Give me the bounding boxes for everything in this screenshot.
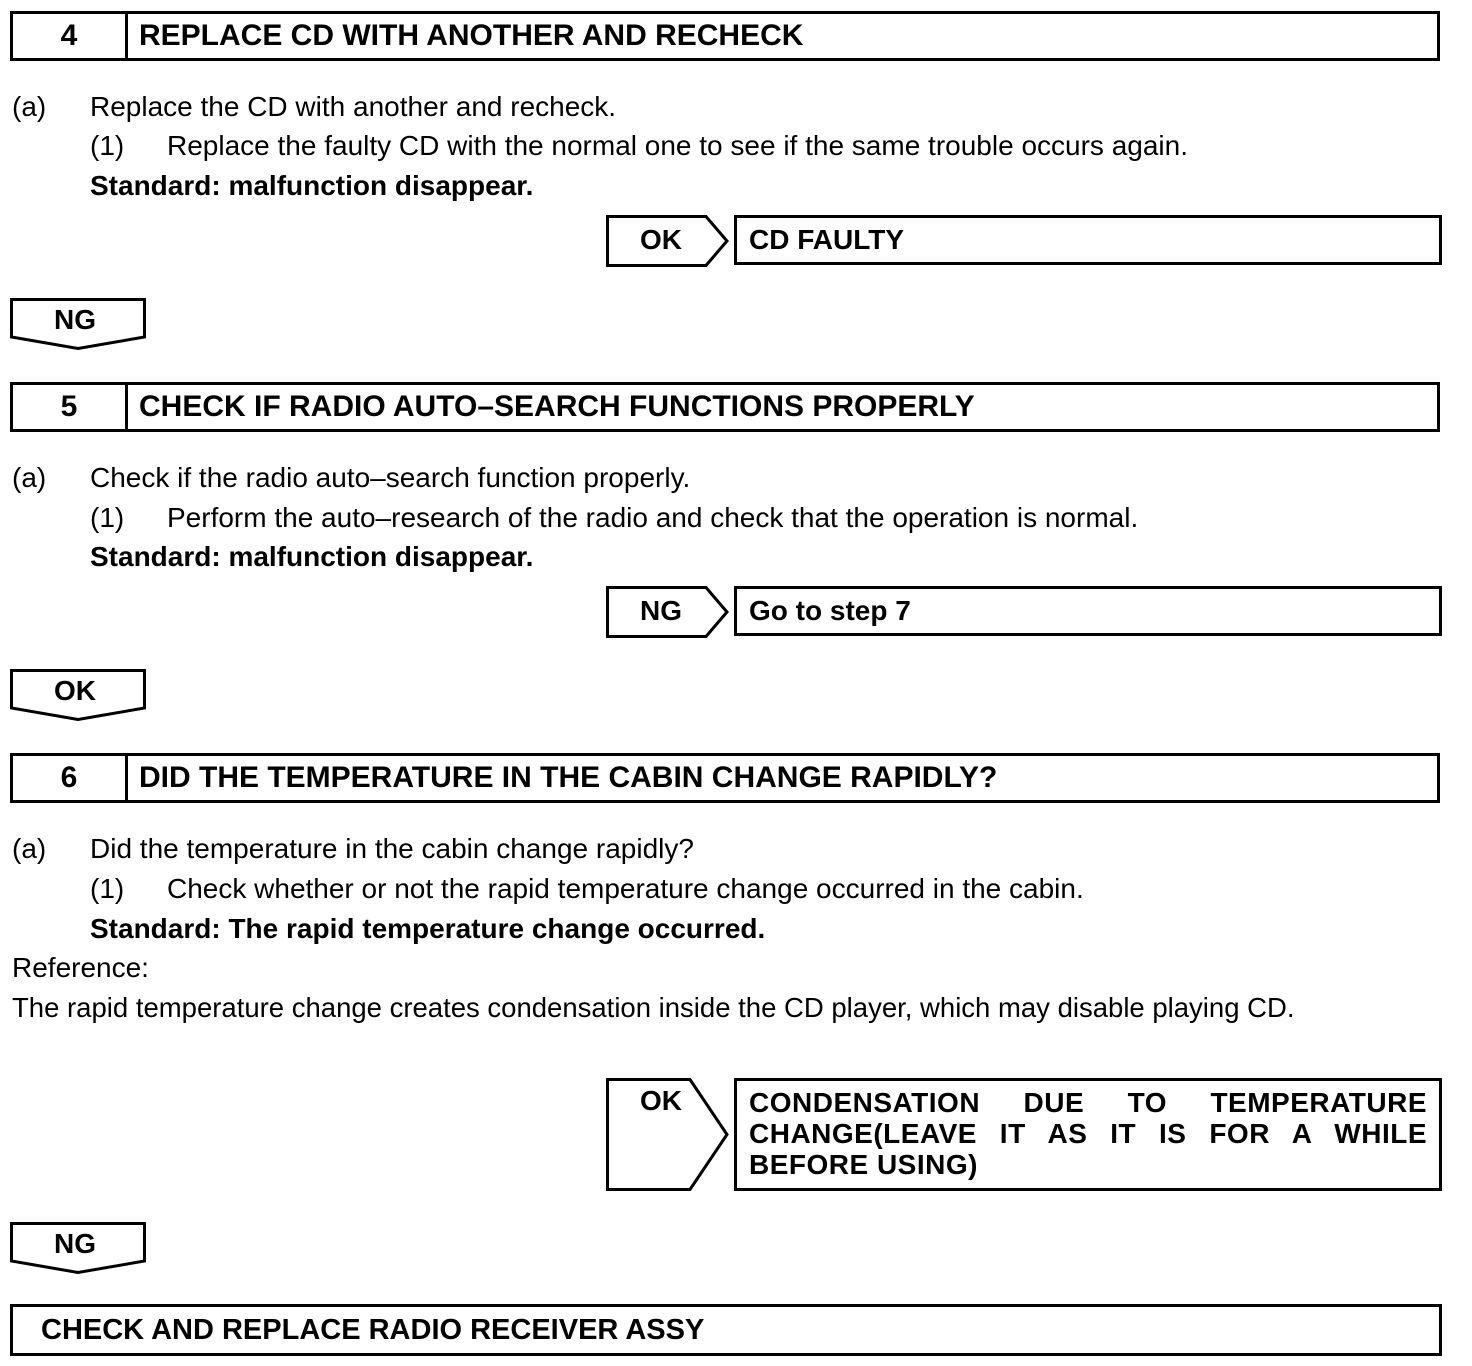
down-result-label: OK (54, 675, 96, 706)
step-title: CHECK IF RADIO AUTO–SEARCH FUNCTIONS PROPERLY (139, 390, 975, 423)
final-action-text: CHECK AND REPLACE RADIO RECEIVER ASSY (41, 1314, 705, 1346)
side-action-text: Go to step 7 (749, 595, 911, 626)
standard-text: Standard: The rapid temperature change occurred. (90, 913, 766, 944)
step-number: 5 (13, 385, 128, 429)
side-action-box (734, 1078, 1442, 1191)
side-result-arrow (606, 1078, 730, 1191)
step-4-header (10, 11, 1440, 61)
step-number: 6 (13, 756, 128, 800)
item-marker: (a) (12, 91, 47, 122)
item-marker: (a) (12, 462, 47, 493)
side-result-label: OK (640, 1085, 682, 1116)
sub-1-text: Check whether or not the rapid temperature change occurred in the cabin. (167, 873, 1084, 904)
down-result-arrow (10, 298, 146, 350)
sub-marker: (1) (90, 502, 125, 533)
final-action-box (10, 1304, 1442, 1356)
side-action-text: CONDENSATION DUE TO TEMPERATURE CHANGE(LEAVE IT AS IT IS FOR A WHILE BEFORE USING) (749, 1087, 1427, 1180)
down-result-label: NG (54, 1228, 96, 1259)
side-action-box (734, 586, 1442, 636)
item-a-text: Did the temperature in the cabin change rapidly? (90, 833, 694, 864)
down-result-arrow (10, 1222, 146, 1274)
item-a-text: Replace the CD with another and recheck. (90, 91, 617, 122)
down-result-arrow (10, 669, 146, 721)
item-a-text: Check if the radio auto–search function properly. (90, 462, 691, 493)
step-5-header (10, 382, 1440, 432)
side-action-box (734, 215, 1442, 265)
step-title: DID THE TEMPERATURE IN THE CABIN CHANGE RAPIDLY? (139, 761, 998, 794)
step-title: REPLACE CD WITH ANOTHER AND RECHECK (139, 19, 804, 52)
step-6-header (10, 753, 1440, 803)
item-marker: (a) (12, 833, 47, 864)
reference-label: Reference: (12, 952, 149, 983)
sub-marker: (1) (90, 130, 125, 161)
side-action-text: CD FAULTY (749, 224, 905, 255)
standard-text: Standard: malfunction disappear. (90, 541, 534, 572)
reference-text: The rapid temperature change creates condensation inside the CD player, which may disable playing CD. (12, 992, 1295, 1023)
side-result-label: NG (640, 595, 682, 626)
side-result-label: OK (640, 224, 682, 255)
down-result-label: NG (54, 304, 96, 335)
step-number: 4 (13, 14, 128, 58)
side-result-arrow (606, 586, 730, 638)
sub-marker: (1) (90, 873, 125, 904)
side-result-arrow (606, 215, 730, 267)
sub-1-text: Replace the faulty CD with the normal one to see if the same trouble occurs again. (167, 130, 1188, 161)
standard-text: Standard: malfunction disappear. (90, 170, 534, 201)
sub-1-text: Perform the auto–research of the radio and check that the operation is normal. (167, 502, 1139, 533)
